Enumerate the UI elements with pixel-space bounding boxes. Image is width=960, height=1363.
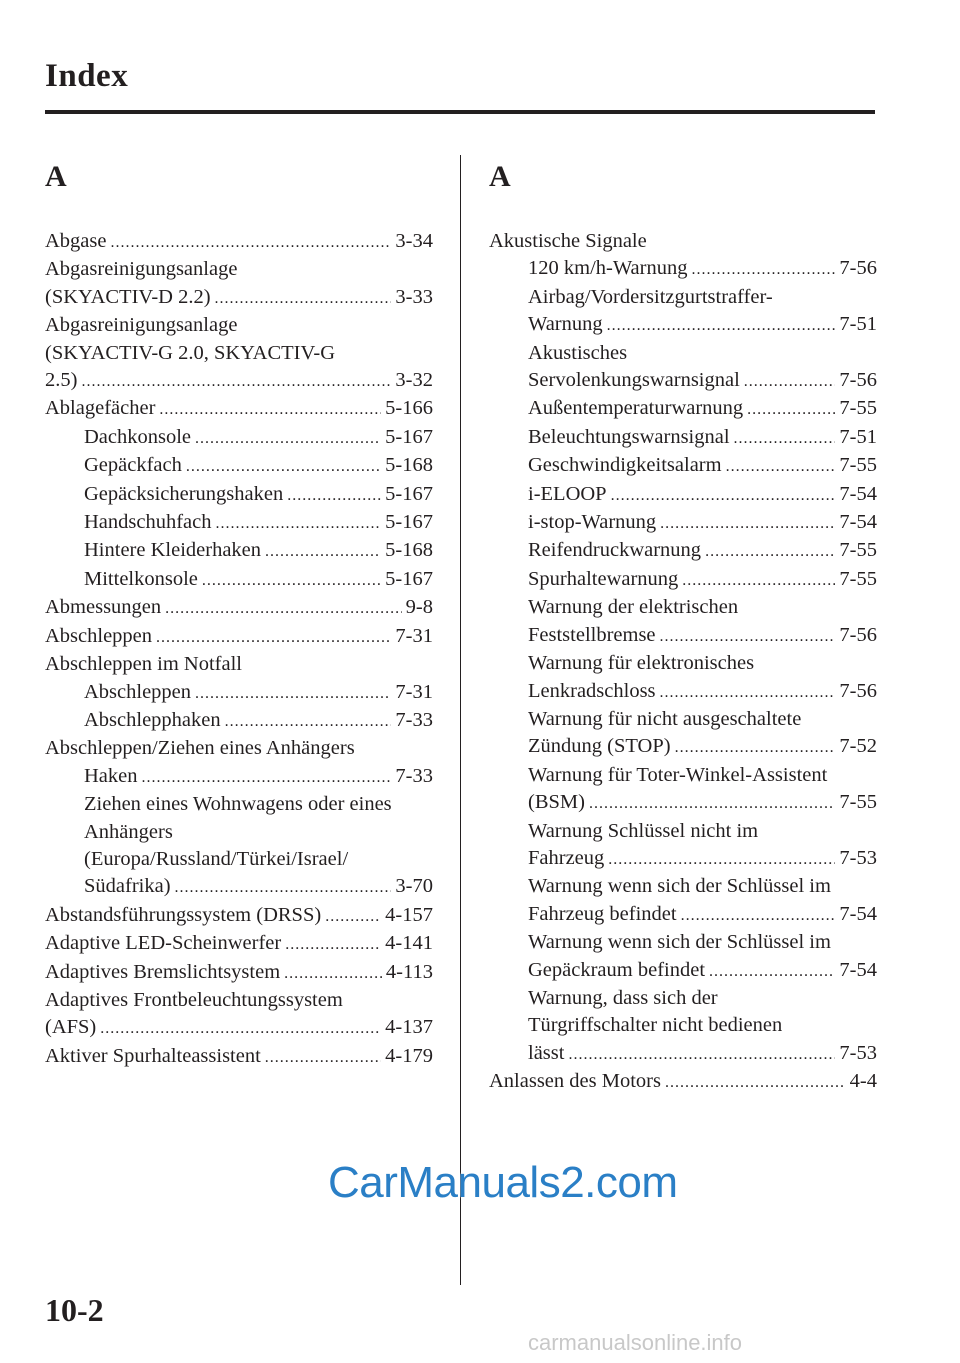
index-entry-text: (SKYACTIV-G 2.0, SKYACTIV-G <box>45 341 336 364</box>
index-entry-line <box>45 367 433 395</box>
index-entry-line <box>45 679 433 707</box>
dot-leader <box>726 453 836 480</box>
index-entry-text: Mittelkonsole <box>84 567 198 590</box>
section-letter-left: A <box>45 160 67 193</box>
dot-leader <box>215 285 392 312</box>
index-entry-page: 3-70 <box>395 875 433 898</box>
index-entry-page: 7-52 <box>839 735 877 758</box>
index-entry-page: 4-113 <box>385 960 433 983</box>
index-entry-page: 7-54 <box>839 482 877 505</box>
dot-leader <box>681 902 836 929</box>
index-entry-text: Abmessungen <box>45 596 162 619</box>
index-entry-text: Abschleppen im Notfall <box>45 653 242 676</box>
index-entry-text: Fahrzeug <box>528 846 605 869</box>
index-entry-page: 5-167 <box>385 482 433 505</box>
index-entry-text: Warnung Schlüssel nicht im <box>528 819 759 842</box>
index-entry-text: Gepäckfach <box>84 454 182 477</box>
index-entry-line <box>489 395 877 423</box>
index-entry-text: Beleuchtungswarnsignal <box>528 425 730 448</box>
index-entry-page: 9-8 <box>405 596 433 619</box>
index-entry-page: 4-137 <box>385 1016 433 1039</box>
index-entry-page: 5-168 <box>385 539 433 562</box>
dot-leader <box>660 510 835 537</box>
index-title: Index <box>45 58 129 94</box>
index-entry-text: Reifendruckwarnung <box>528 539 702 562</box>
index-entry-line <box>489 622 877 650</box>
index-entry-text: Zündung (STOP) <box>528 735 671 758</box>
index-entry-line <box>489 311 877 339</box>
index-entry-page: 7-56 <box>839 257 877 280</box>
index-entry-line <box>45 930 433 958</box>
index-entry-text: Ziehen eines Wohnwagens oder eines <box>84 793 392 816</box>
index-entry-page: 7-54 <box>839 511 877 534</box>
index-entry-text: Warnung <box>528 313 603 336</box>
dot-leader <box>608 846 835 873</box>
dot-leader <box>202 567 381 594</box>
index-entry-line <box>489 1068 877 1096</box>
index-entry-text: Gepäckraum befindet <box>528 958 706 981</box>
dot-leader <box>265 1044 381 1071</box>
index-entry-line <box>489 845 877 873</box>
index-entry-text: Türgriffschalter nicht bedienen <box>528 1014 783 1037</box>
index-entry-page: 7-54 <box>839 902 877 925</box>
index-entry-page: 7-51 <box>839 425 877 448</box>
index-entry-text: Außentemperaturwarnung <box>528 397 744 420</box>
dot-leader <box>611 482 836 509</box>
index-entry-text: Warnung für elektronisches <box>528 652 755 675</box>
index-entry-line <box>489 452 877 480</box>
dot-leader <box>165 595 402 622</box>
left-column <box>45 160 433 1071</box>
index-entry-line <box>489 957 877 985</box>
index-entry-line <box>45 395 433 423</box>
index-entry-text: Abschleppen <box>84 680 192 703</box>
index-entry-text: Abschlepphaken <box>84 708 221 731</box>
index-entry-text: Lenkradschloss <box>528 679 656 702</box>
index-entry-page: 4-141 <box>385 932 433 955</box>
index-entry-text: lässt <box>528 1041 565 1064</box>
index-entry-page: 4-157 <box>385 903 433 926</box>
watermark-logo: CarManuals2.com <box>328 1158 678 1207</box>
index-entry-page: 7-31 <box>395 624 433 647</box>
index-entry-text: Hintere Kleiderhaken <box>84 539 262 562</box>
index-entry-text: Warnung, dass sich der <box>528 986 718 1009</box>
dot-leader <box>100 1015 381 1042</box>
dot-leader <box>744 368 836 395</box>
index-entry-text: 120 km/h-Warnung <box>528 257 688 280</box>
index-entry-page: 7-56 <box>839 369 877 392</box>
index-entry-text: Adaptives Frontbeleuchtungssystem <box>45 988 343 1011</box>
index-entry-line <box>45 509 433 537</box>
index-entry-line <box>45 228 433 256</box>
index-entry-page: 7-51 <box>839 313 877 336</box>
index-entry-line <box>489 1040 877 1068</box>
index-entry-text: Airbag/Vordersitzgurtstraffer- <box>528 285 773 308</box>
index-entry-text: Akustisches <box>528 341 628 364</box>
index-entry-line <box>45 763 433 791</box>
dot-leader <box>747 396 835 423</box>
index-entry-text: Handschuhfach <box>84 511 212 534</box>
dot-leader <box>705 538 835 565</box>
index-entry-line <box>45 959 433 987</box>
index-entry-page: 4-4 <box>849 1070 877 1093</box>
dot-leader <box>142 764 392 791</box>
index-entry-page: 7-53 <box>839 846 877 869</box>
index-entry-line <box>489 901 877 929</box>
index-entry-page: 7-55 <box>839 454 877 477</box>
index-entry-page: 7-54 <box>839 958 877 981</box>
index-entry-page: 7-56 <box>839 623 877 646</box>
dot-leader <box>195 425 381 452</box>
index-entry-line <box>45 566 433 594</box>
index-entry-text: Aktiver Spurhalteassistent <box>45 1044 261 1067</box>
dot-leader <box>589 790 835 817</box>
index-entry-text: Adaptives Bremslichtsystem <box>45 960 281 983</box>
dot-leader <box>665 1069 846 1096</box>
dot-leader <box>568 1041 835 1068</box>
dot-leader <box>285 931 381 958</box>
index-entry-text: Gepäcksicherungshaken <box>84 482 284 505</box>
index-entry-line <box>45 452 433 480</box>
column-divider <box>460 155 461 1285</box>
index-entry-text: Abgasreinigungsanlage <box>45 258 238 281</box>
index-entry-page: 7-56 <box>839 679 877 702</box>
index-entry-line <box>45 1014 433 1042</box>
index-entry-line <box>489 789 877 817</box>
index-entry-page: 5-167 <box>385 425 433 448</box>
index-entry-text: (AFS) <box>45 1016 97 1039</box>
index-entry-line <box>489 481 877 509</box>
index-entry-text: Geschwindigkeitsalarm <box>528 454 722 477</box>
index-entry-page: 3-34 <box>395 230 433 252</box>
index-entry-text: i-stop-Warnung <box>528 511 657 534</box>
index-entry-text: Abgase <box>45 230 107 252</box>
dot-leader <box>265 538 381 565</box>
index-entry-text: Warnung für Toter-Winkel-Assistent <box>528 763 828 786</box>
dot-leader <box>287 482 381 509</box>
index-entry-line <box>45 537 433 565</box>
index-entry-text: Abstandsführungssystem (DRSS) <box>45 903 322 926</box>
index-entry-text: Abschleppen/Ziehen eines Anhängers <box>45 737 355 760</box>
index-entry-page: 3-33 <box>395 285 433 308</box>
index-entry-page: 7-55 <box>839 567 877 590</box>
index-entry-line <box>45 594 433 622</box>
index-entry-text: Dachkonsole <box>84 425 192 448</box>
index-entry-text: Servolenkungswarnsignal <box>528 369 740 392</box>
index-entry-page: 7-33 <box>395 764 433 787</box>
index-entry-line <box>45 284 433 312</box>
index-entry-line <box>489 424 877 452</box>
section-letter-right: A <box>489 160 511 193</box>
index-entry-text: (Europa/Russland/Türkei/Israel/ <box>84 847 349 870</box>
right-entries <box>489 228 877 1097</box>
index-entry-text: Anlassen des Motors <box>489 1070 661 1093</box>
index-entry-text: Spurhaltewarnung <box>528 567 679 590</box>
index-entry-text: Südafrika) <box>84 875 171 898</box>
index-entry-page: 7-55 <box>839 397 877 420</box>
dot-leader <box>682 567 835 594</box>
index-entry-page: 5-166 <box>385 397 433 420</box>
index-entry-page: 3-32 <box>395 369 433 392</box>
index-entry-text: Warnung für nicht ausgeschaltete <box>528 707 802 730</box>
header-rule <box>45 110 875 114</box>
index-entry-text: Anhängers <box>84 820 173 843</box>
index-entry-page: 7-33 <box>395 708 433 731</box>
index-entry-line <box>489 566 877 594</box>
page-number: 10-2 <box>45 1292 104 1328</box>
index-entry-text: Ablagefächer <box>45 397 156 420</box>
index-entry-line <box>45 623 433 651</box>
dot-leader <box>734 425 836 452</box>
dot-leader <box>156 624 391 651</box>
dot-leader <box>691 256 835 283</box>
index-entry-line <box>45 902 433 930</box>
index-entry-text: (BSM) <box>528 791 585 814</box>
dot-leader <box>709 958 835 985</box>
dot-leader <box>195 680 391 707</box>
index-entry-text: Fahrzeug befindet <box>528 902 677 925</box>
dot-leader <box>660 623 836 650</box>
left-entries <box>45 228 433 1071</box>
dot-leader <box>675 734 836 761</box>
dot-leader <box>186 453 381 480</box>
index-entry-text: Warnung wenn sich der Schlüssel im <box>528 875 831 898</box>
index-entry-text: Warnung wenn sich der Schlüssel im <box>528 931 831 954</box>
index-entry-text: (SKYACTIV-D 2.2) <box>45 285 211 308</box>
dot-leader <box>607 312 836 339</box>
index-entry-page: 5-167 <box>385 511 433 534</box>
right-column <box>489 160 877 1097</box>
index-entry-page: 5-168 <box>385 454 433 477</box>
dot-leader <box>81 368 391 395</box>
dot-leader <box>284 960 382 987</box>
index-entry-text: Warnung der elektrischen <box>528 596 739 619</box>
index-entry-text: i-ELOOP <box>528 482 607 505</box>
index-entry-line <box>489 509 877 537</box>
index-entry-text: Adaptive LED-Scheinwerfer <box>45 932 282 955</box>
index-entry-line <box>45 424 433 452</box>
index-entry-text: Akustische Signale <box>489 230 647 252</box>
dot-leader <box>325 903 381 930</box>
index-entry-line <box>45 873 433 901</box>
index-entry-page: 7-31 <box>395 680 433 703</box>
index-entry-line <box>489 537 877 565</box>
index-entry-page: 7-55 <box>839 791 877 814</box>
index-entry-page: 4-179 <box>385 1044 433 1067</box>
index-entry-text: Abschleppen <box>45 624 153 647</box>
index-entry-text: 2.5) <box>45 369 78 392</box>
index-entry-page: 7-53 <box>839 1041 877 1064</box>
index-entry-page: 7-55 <box>839 539 877 562</box>
index-entry-text: Feststellbremse <box>528 623 656 646</box>
index-entry-text: Abgasreinigungsanlage <box>45 314 238 337</box>
index-entry-line <box>489 678 877 706</box>
dot-leader <box>175 874 392 901</box>
dot-leader <box>660 679 836 706</box>
index-entry-line <box>489 733 877 761</box>
dot-leader <box>159 396 381 423</box>
index-entry-page: 5-167 <box>385 567 433 590</box>
index-entry-line <box>489 367 877 395</box>
footer-site-text: carmanualsonline.info <box>528 1330 743 1355</box>
dot-leader <box>216 510 382 537</box>
index-entry-line <box>45 481 433 509</box>
index-entry-text: Haken <box>84 764 138 787</box>
index-entry-line <box>45 707 433 735</box>
index-entry-line <box>489 255 877 283</box>
dot-leader <box>225 708 392 735</box>
index-entry-line <box>45 1043 433 1071</box>
dot-leader <box>110 229 391 256</box>
